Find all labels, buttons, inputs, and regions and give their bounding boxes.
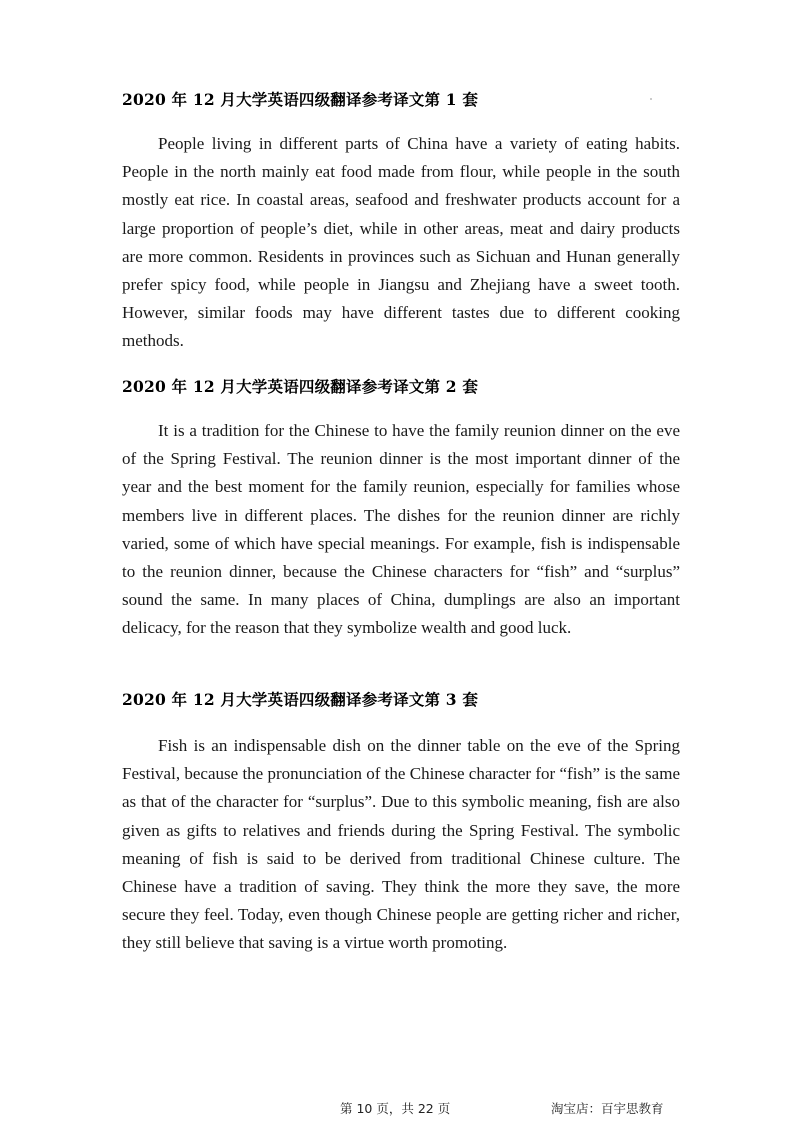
section-1-paragraph: People living in different parts of China have a variety of eating habits. People in the north mainly eat food made from flour, while people in the south mostly eat rice. In coastal areas, seafood and freshwater products account for a large proportion of people’s diet, while in other areas, meat and dairy products are more common. Residents in provinces such as Sichuan and Hunan generally prefer spicy food, while people in Jiangsu and Zhejiang have a sweet tooth. However, similar foods may have different tastes due to different cooking methods.	[122, 134, 680, 351]
translation-section-2	[122, 375, 680, 643]
shop-credit: 淘宝店：百宇思教育	[551, 1101, 664, 1116]
section-1-heading: 2020 年 12 月大学英语四级翻译参考译文第 1 套	[122, 90, 479, 109]
translation-section-1	[122, 88, 680, 356]
translation-section-3	[122, 688, 680, 958]
section-3-paragraph: Fish is an indispensable dish on the dinner table on the eve of the Spring Festival, because the pronunciation of the Chinese character for “fish” is the same as that of the character for “surplus”. Due to this symbolic meaning, fish are also given as gifts to relatives and friends during the Spring Festival. The symbolic meaning of fish is said to be derived from traditional Chinese culture. The Chinese have a tradition of saving. They think the more they save, the more secure they feel. Today, even though Chinese people are getting richer and richer, they still believe that saving is a virtue worth promoting.	[122, 736, 680, 953]
section-2-heading: 2020 年 12 月大学英语四级翻译参考译文第 2 套	[122, 377, 479, 396]
page-footer	[0, 1099, 800, 1119]
section-2-paragraph: It is a tradition for the Chinese to have the family reunion dinner on the eve of the Spring Festival. The reunion dinner is the most important dinner of the year and the best moment for the family reunion, especially for families whose members live in different places. The dishes for the reunion dinner are richly varied, some of which have special meanings. For example, fish is indispensable to the reunion dinner, because the Chinese characters for “fish” and “surplus” sound the same. In many places of China, dumplings are also an important delicacy, for the reason that they symbolize wealth and good luck.	[122, 421, 680, 638]
section-3-heading: 2020 年 12 月大学英语四级翻译参考译文第 3 套	[122, 690, 479, 709]
page-number: 第 10 页，共 22 页	[340, 1101, 451, 1116]
